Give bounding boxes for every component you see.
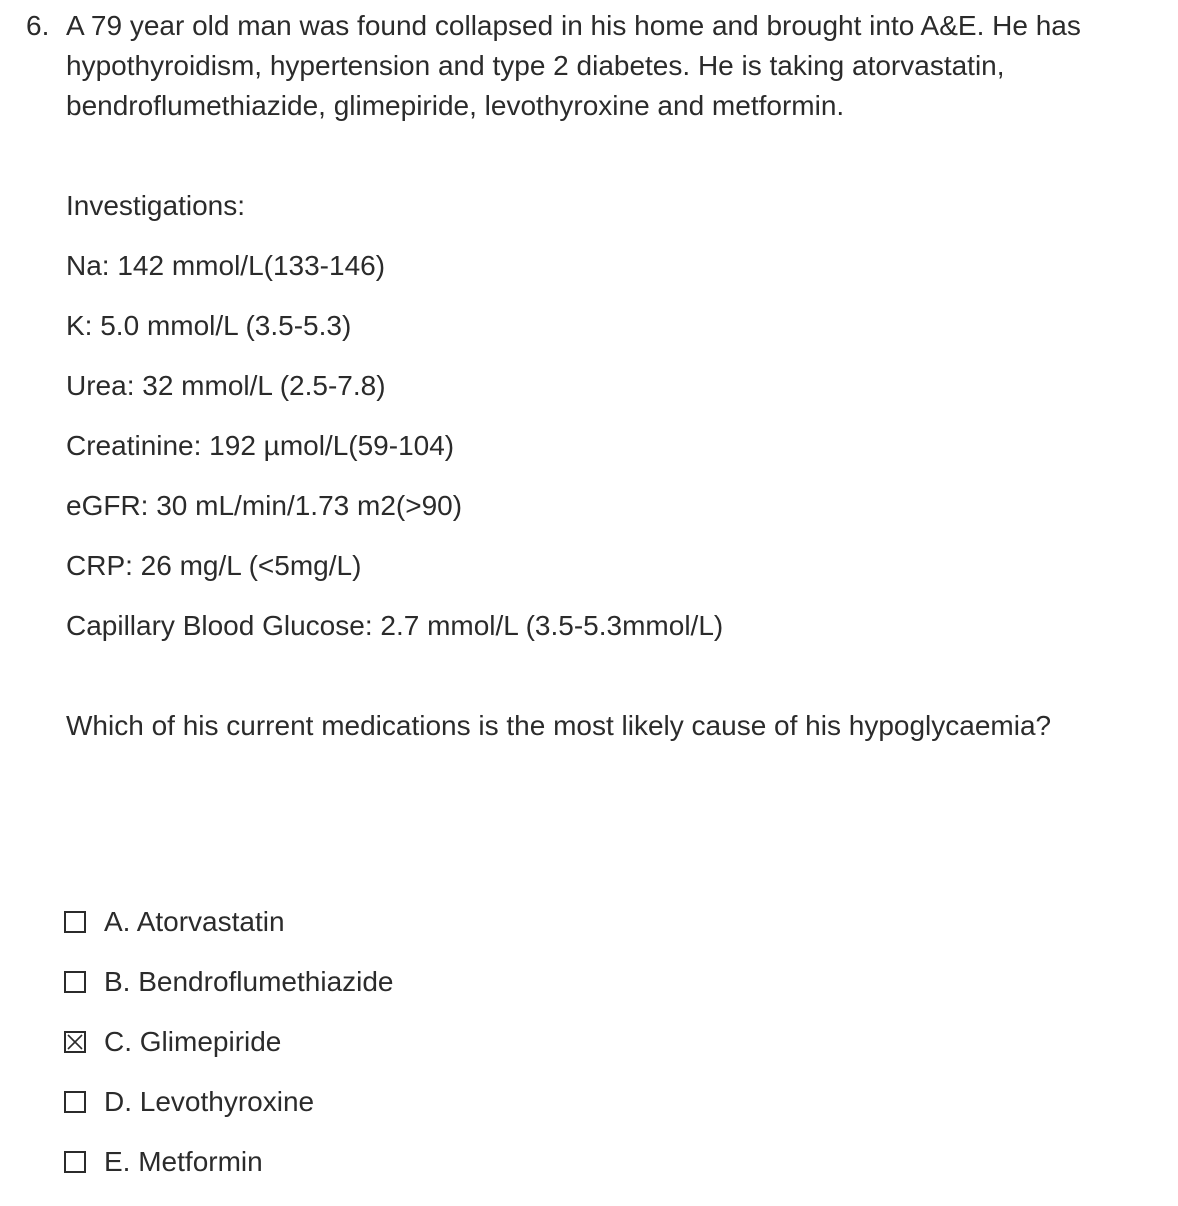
investigation-creatinine: Creatinine: 192 µmol/L(59-104) bbox=[66, 430, 455, 461]
question-stem-line: hypothyroidism, hypertension and type 2 diabetes. He is taking atorvastatin, bbox=[66, 50, 1005, 81]
option-label: E. Metformin bbox=[104, 1146, 263, 1177]
option-label: C. Glimepiride bbox=[104, 1026, 282, 1057]
question-number: 6. bbox=[26, 10, 50, 41]
option-c[interactable] bbox=[64, 1022, 394, 1062]
question-prompt: Which of his current medications is the most likely cause of his hypoglycaemia? bbox=[66, 710, 1052, 741]
option-b[interactable] bbox=[64, 962, 394, 1002]
investigation-glucose: Capillary Blood Glucose: 2.7 mmol/L (3.5-5.3mmol/L) bbox=[66, 610, 724, 641]
question-stem-line: bendroflumethiazide, glimepiride, levothyroxine and metformin. bbox=[66, 90, 845, 121]
option-d[interactable] bbox=[64, 1082, 394, 1122]
investigation-egfr: eGFR: 30 mL/min/1.73 m2(>90) bbox=[66, 490, 463, 521]
option-label: A. Atorvastatin bbox=[104, 906, 285, 937]
checkbox-empty-icon[interactable] bbox=[64, 1082, 92, 1122]
investigations-heading: Investigations: bbox=[66, 190, 245, 221]
question-stem bbox=[66, 6, 1166, 126]
option-label: D. Levothyroxine bbox=[104, 1086, 315, 1117]
option-label: B. Bendroflumethiazide bbox=[104, 966, 394, 997]
option-e[interactable] bbox=[64, 1142, 394, 1182]
checkbox-empty-icon[interactable] bbox=[64, 902, 92, 942]
checkbox-empty-icon[interactable] bbox=[64, 1142, 92, 1182]
answer-options bbox=[64, 902, 394, 1202]
investigation-sodium: Na: 142 mmol/L(133-146) bbox=[66, 250, 386, 281]
checkbox-checked-icon[interactable] bbox=[64, 1022, 92, 1062]
investigation-potassium: K: 5.0 mmol/L (3.5-5.3) bbox=[66, 310, 352, 341]
investigation-crp: CRP: 26 mg/L (<5mg/L) bbox=[66, 550, 362, 581]
checkbox-empty-icon[interactable] bbox=[64, 962, 92, 1002]
investigations-section bbox=[66, 186, 1156, 666]
question-stem-line: A 79 year old man was found collapsed in his home and brought into A&E. He has bbox=[66, 10, 1081, 41]
investigation-urea: Urea: 32 mmol/L (2.5-7.8) bbox=[66, 370, 386, 401]
option-a[interactable] bbox=[64, 902, 394, 942]
